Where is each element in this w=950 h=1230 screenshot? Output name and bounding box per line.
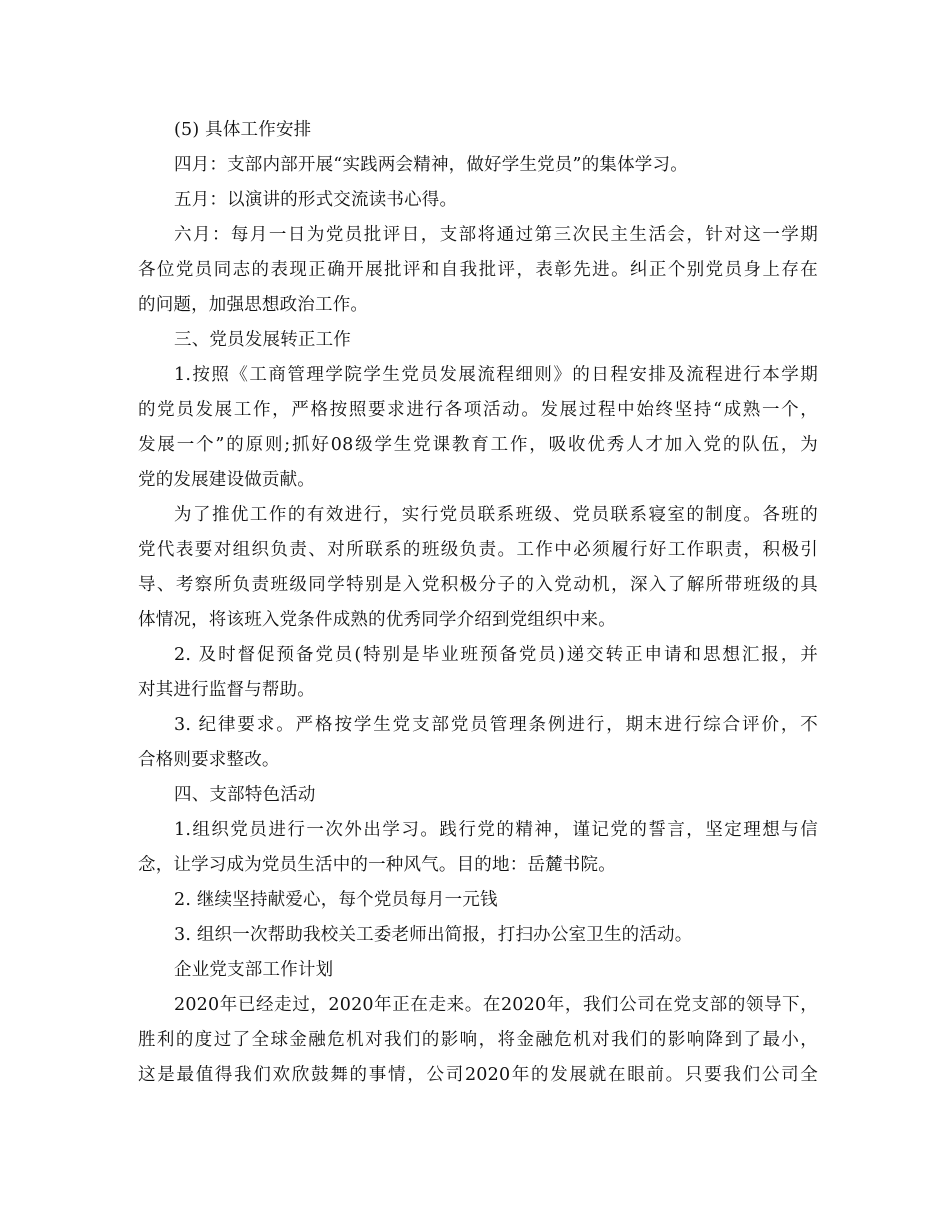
text-line: 3. 纪律要求。严格按学生党支部党员管理条例进行，期末进行综合评价，不 [174,715,818,735]
text-line: 的党员发展工作，严格按照要求进行各项活动。发展过程中始终坚持“成熟一个， [138,400,818,420]
text-line: 这是最值得我们欢欣鼓舞的事情，公司2020年的发展就在眼前。只要我们公司全 [138,1065,818,1085]
text-line: 2020年已经走过，2020年正在走来。在2020年，我们公司在党支部的领导下， [174,995,818,1015]
text-line: 的问题，加强思想政治工作。 [138,295,369,315]
section-heading: 四、支部特色活动 [174,785,316,805]
section-heading: 三、党员发展转正工作 [174,330,351,350]
text-line: 2. 及时督促预备党员(特别是毕业班预备党员)递交转正申请和思想汇报，并 [174,645,818,665]
text-line: 导、考察所负责班级同学特别是入党积极分子的入党动机，深入了解所带班级的具 [138,575,818,595]
text-line: 1.按照《工商管理学院学生党员发展流程细则》的日程安排及流程进行本学期 [174,365,818,385]
text-line: 胜利的度过了全球金融危机对我们的影响，将金融危机对我们的影响降到了最小， [138,1030,818,1050]
text-line: 合格则要求整改。 [138,750,280,770]
text-line: 党的发展建设做贡献。 [138,470,315,490]
text-line: 六月：每月一日为党员批评日，支部将通过第三次民主生活会，针对这一学期 [174,225,818,245]
text-line: 3. 组织一次帮助我校关工委老师出简报，打扫办公室卫生的活动。 [174,925,693,945]
text-line: 2. 继续坚持献爱心，每个党员每月一元钱 [174,890,498,910]
text-line: 五月：以演讲的形式交流读书心得。 [174,190,458,210]
text-line: (5) 具体工作安排 [174,120,312,140]
text-line: 体情况，将该班入党条件成熟的优秀同学介绍到党组织中来。 [138,610,616,630]
text-line: 党代表要对组织负责、对所联系的班级负责。工作中必须履行好工作职责，积极引 [138,540,818,560]
text-line: 对其进行监督与帮助。 [138,680,315,700]
text-line: 念，让学习成为党员生活中的一种风气。目的地：岳麓书院。 [138,855,616,875]
text-line: 为了推优工作的有效进行，实行党员联系班级、党员联系寝室的制度。各班的 [174,505,818,525]
text-line: 发展一个”的原则;抓好08级学生党课教育工作，吸收优秀人才加入党的队伍，为 [138,435,818,455]
text-line: 1.组织党员进行一次外出学习。践行党的精神，谨记党的誓言，坚定理想与信 [174,820,818,840]
section-heading: 企业党支部工作计划 [174,960,334,980]
text-line: 四月：支部内部开展“实践两会精神，做好学生党员”的集体学习。 [174,155,688,175]
text-line: 各位党员同志的表现正确开展批评和自我批评，表彰先进。纠正个别党员身上存在 [138,260,818,280]
